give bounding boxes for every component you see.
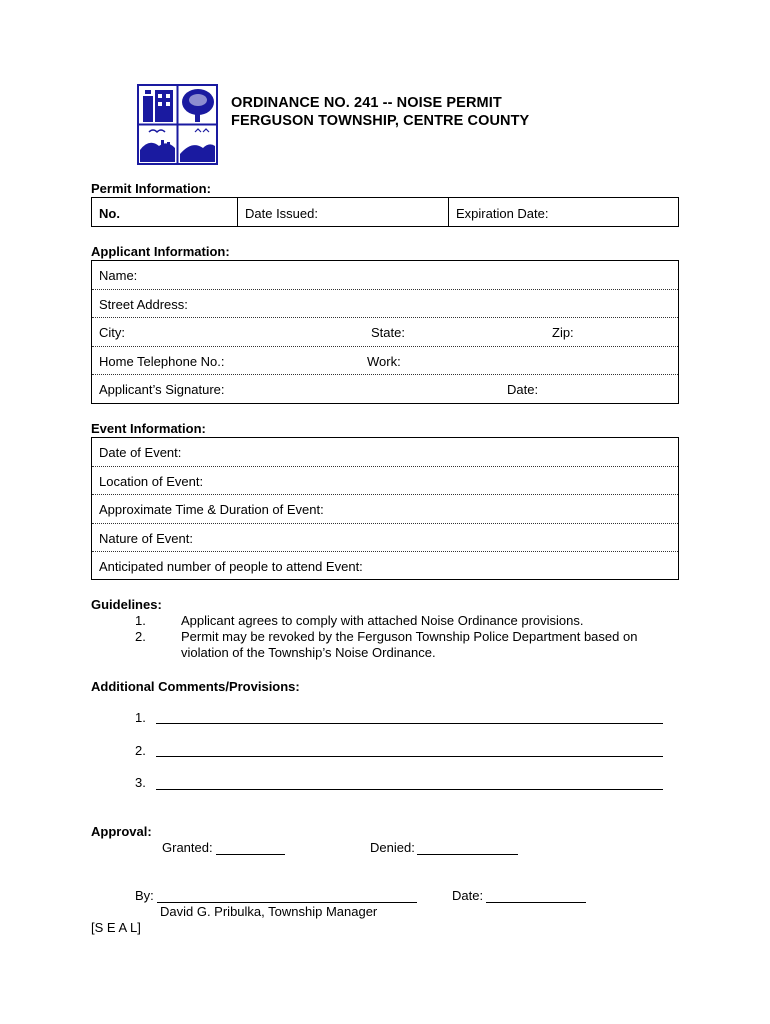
telephone-field[interactable] [92, 347, 678, 376]
event-time-label: Approximate Time & Duration of Event: [99, 502, 324, 518]
comment-line-1[interactable] [156, 723, 663, 724]
event-nature-label: Nature of Event: [99, 530, 193, 546]
event-time-field[interactable] [92, 495, 678, 524]
event-info-table [91, 437, 679, 580]
date-issued-field[interactable] [238, 198, 449, 226]
guideline-text: Applicant agrees to comply with attached Noise Ordinance provisions. [181, 613, 584, 628]
signature-date-label: Date: [507, 382, 539, 398]
work-label: Work: [367, 353, 401, 369]
event-attendance-label: Anticipated number of people to attend Event: [99, 559, 363, 575]
city-state-zip-field[interactable] [92, 318, 678, 347]
seal-text: [S E A L] [91, 920, 141, 935]
guideline-text-continued: violation of the Township’s Noise Ordinance. [181, 645, 436, 660]
name-field[interactable] [92, 261, 678, 290]
denied-label: Denied: [370, 840, 415, 855]
event-location-field[interactable] [92, 467, 678, 496]
event-location-label: Location of Event: [99, 473, 204, 489]
comment-line-3[interactable] [156, 789, 663, 790]
event-date-field[interactable] [92, 438, 678, 467]
applicant-info-heading: Applicant Information: [91, 244, 230, 259]
comment-number: 1. [135, 710, 146, 725]
approval-heading: Approval: [91, 824, 152, 839]
granted-line[interactable] [216, 854, 285, 855]
guideline-text: Permit may be revoked by the Ferguson Township Police Department based on [181, 629, 638, 644]
street-address-field[interactable] [92, 290, 678, 319]
guidelines-heading: Guidelines: [91, 597, 162, 612]
guideline-number: 1. [135, 613, 146, 628]
state-label: State: [371, 325, 405, 341]
signature-field[interactable] [92, 375, 678, 404]
event-info-heading: Event Information: [91, 421, 206, 436]
guideline-number: 2. [135, 629, 146, 644]
signer-name: David G. Pribulka, Township Manager [160, 904, 378, 919]
comments-heading: Additional Comments/Provisions: [91, 679, 300, 694]
event-attendance-field[interactable] [92, 552, 678, 581]
approval-date-label: Date: [452, 888, 484, 903]
expiration-date-field[interactable] [449, 198, 678, 226]
name-label: Name: [99, 268, 138, 283]
comment-line-2[interactable] [156, 756, 663, 757]
permit-no-label: No. [99, 206, 120, 221]
township-seal-logo-icon [137, 84, 218, 165]
zip-label: Zip: [552, 325, 574, 341]
form-title-line1: ORDINANCE NO. 241 -- NOISE PERMIT [231, 95, 502, 111]
applicant-info-table [91, 260, 679, 404]
event-nature-field[interactable] [92, 524, 678, 553]
approval-date-line[interactable] [486, 902, 586, 903]
event-date-label: Date of Event: [99, 445, 182, 460]
expiration-date-label: Expiration Date: [456, 206, 549, 221]
applicant-signature-label: Applicant’s Signature: [99, 382, 225, 398]
granted-label: Granted: [162, 840, 213, 855]
permit-info-table [91, 197, 679, 227]
form-title-line2: FERGUSON TOWNSHIP, CENTRE COUNTY [231, 113, 530, 129]
by-signature-line[interactable] [157, 902, 417, 903]
by-label: By: [135, 888, 154, 903]
permit-info-heading: Permit Information: [91, 181, 211, 196]
city-label: City: [99, 325, 125, 341]
date-issued-label: Date Issued: [245, 206, 318, 221]
comment-number: 2. [135, 743, 146, 758]
home-telephone-label: Home Telephone No.: [99, 353, 225, 369]
comment-number: 3. [135, 775, 146, 790]
denied-line[interactable] [417, 854, 518, 855]
street-address-label: Street Address: [99, 296, 188, 312]
